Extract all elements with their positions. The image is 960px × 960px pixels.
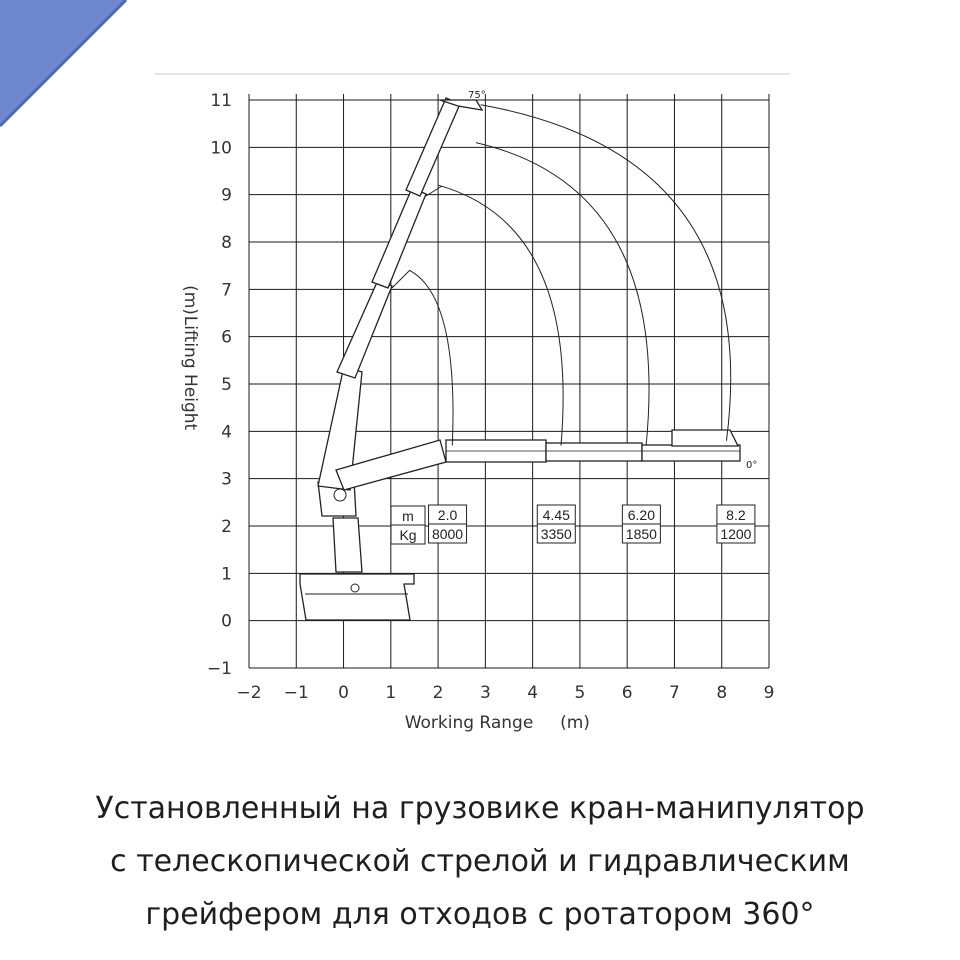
load-box-reach: 2.0 <box>437 507 458 523</box>
angle-min-label: 0° <box>746 460 758 471</box>
load-box-load: 3350 <box>540 526 572 542</box>
y-axis-unit: (m) <box>180 285 200 315</box>
load-box-load: 1850 <box>625 526 657 542</box>
load-box-reach: 6.20 <box>627 507 655 523</box>
y-tick-label: 2 <box>221 517 232 537</box>
units-legend-box <box>391 506 425 544</box>
boom-tip-horizontal <box>672 430 738 446</box>
y-tick-label: 10 <box>210 138 232 159</box>
crane-column <box>333 518 362 572</box>
reach-arc <box>476 143 649 446</box>
angle-max-label: 75° <box>468 90 486 101</box>
x-axis-unit: (m) <box>560 713 590 733</box>
caption <box>0 782 960 941</box>
y-tick-label: 11 <box>210 91 232 111</box>
y-tick-label: 3 <box>221 469 232 490</box>
units-legend-kg: Kg <box>399 527 417 543</box>
y-tick-label: 7 <box>221 280 232 301</box>
truck-base-pivot <box>351 584 359 592</box>
y-tick-label: 9 <box>221 185 232 206</box>
x-tick-label: 0 <box>338 683 349 703</box>
reach-arc <box>481 105 731 441</box>
truck-base <box>300 574 414 620</box>
load-table <box>429 455 758 543</box>
load-box-reach: 4.45 <box>542 507 570 523</box>
y-tick-labels <box>207 91 232 679</box>
y-tick-label: 6 <box>221 327 232 348</box>
load-box-load: 1200 <box>720 526 752 542</box>
x-axis-label: Working Range <box>404 713 534 733</box>
x-tick-label: 4 <box>527 683 539 703</box>
x-tick-labels <box>236 683 774 703</box>
boom-horizontal-section-2 <box>546 443 642 461</box>
y-tick-label: 5 <box>221 375 232 395</box>
x-tick-label: −2 <box>236 683 262 703</box>
x-tick-label: −1 <box>283 683 309 703</box>
x-tick-label: 5 <box>574 683 586 703</box>
load-box <box>429 455 467 543</box>
column-pivot <box>334 489 346 501</box>
y-tick-label: 1 <box>221 564 232 585</box>
x-tick-label: 1 <box>385 683 397 703</box>
x-tick-label: 8 <box>716 683 728 703</box>
y-axis-label: Lifting Height <box>180 315 200 431</box>
x-tick-label: 6 <box>621 683 633 703</box>
reach-arc <box>438 185 563 445</box>
y-tick-label: 8 <box>221 233 232 253</box>
x-tick-label: 7 <box>669 683 680 703</box>
boom-section-2 <box>372 188 426 288</box>
reach-arc <box>410 270 453 445</box>
caption-line-2: с телескопической стрелой и гидравлическим <box>110 844 850 879</box>
load-box-load: 8000 <box>431 526 464 542</box>
load-box <box>537 455 575 543</box>
boom-horizontal-section-3 <box>642 445 740 461</box>
x-tick-label: 2 <box>432 683 444 703</box>
reach-arcs <box>410 105 731 446</box>
y-tick-label: 0 <box>221 611 232 632</box>
load-box <box>622 455 660 543</box>
y-tick-label: −1 <box>206 659 232 679</box>
x-tick-label: 9 <box>763 683 775 703</box>
x-tick-label: 3 <box>479 683 491 703</box>
boom-section-1 <box>337 280 392 378</box>
caption-line-3: грейфером для отходов с ротатором 360° <box>145 897 815 932</box>
units-legend-meters: m <box>402 508 414 524</box>
y-tick-label: 4 <box>221 422 232 443</box>
caption-line-1: Установленный на грузовике кран-манипулятор <box>95 791 865 826</box>
load-box-reach: 8.2 <box>726 507 746 523</box>
